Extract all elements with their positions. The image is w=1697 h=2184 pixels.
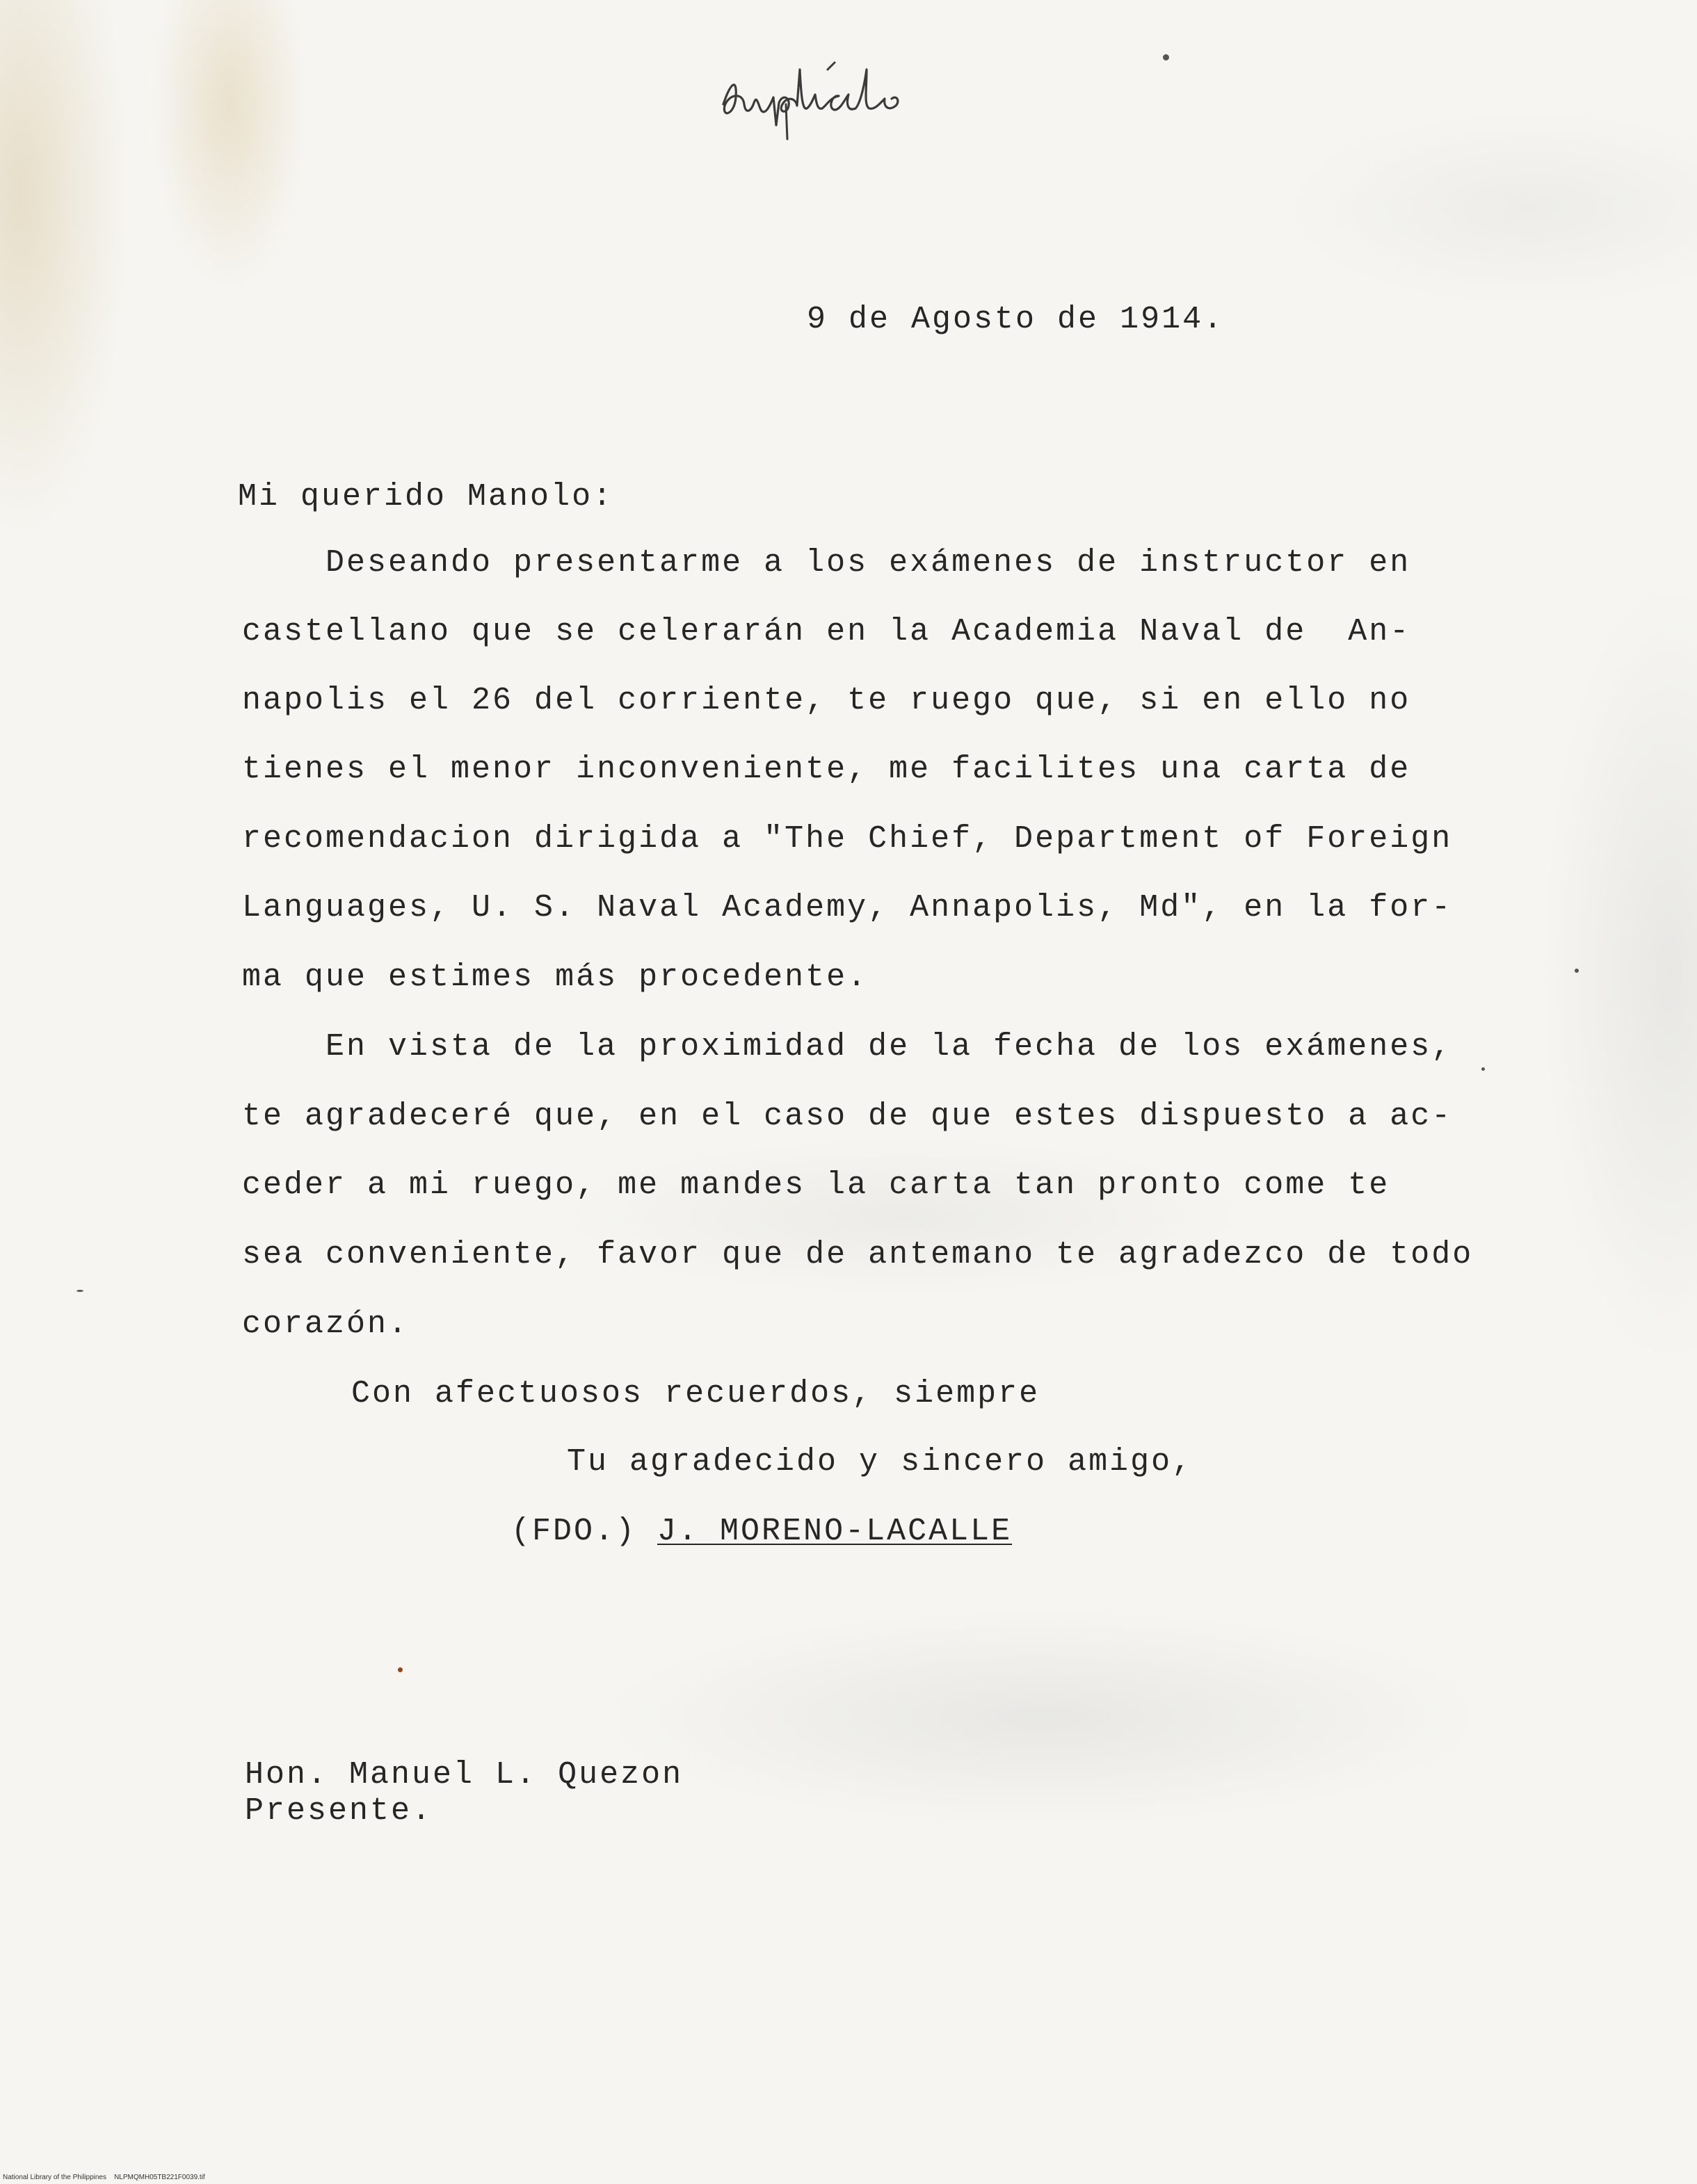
body-line-9: te agradeceré que, en el caso de que estes dispuesto a ac- (242, 1099, 1453, 1134)
signature-name: J. MORENO-LACALLE (657, 1514, 1013, 1549)
body-line-6: Languages, U. S. Naval Academy, Annapolis, Md", en la for- (242, 890, 1453, 925)
body-line-10: ceder a mi ruego, me mandes la carta tan pronto come te (242, 1167, 1390, 1203)
complimentary-close: Tu agradecido y sincero amigo, (567, 1444, 1193, 1480)
body-line-8: En vista de la proximidad de la fecha de los exámenes, (242, 1029, 1453, 1065)
signature-prefix: (FDO.) (511, 1514, 658, 1549)
addressee-name: Hon. Manuel L. Quezon (245, 1757, 684, 1793)
body-line-3: napolis el 26 del corriente, te ruego que, si en ello no (242, 683, 1411, 718)
handwritten-duplicate-note (709, 28, 939, 146)
body-line-1: Deseando presentarme a los exámenes de instructor en (242, 545, 1411, 581)
salutation: Mi querido Manolo: (238, 479, 614, 515)
closing-line: Con afectuosos recuerdos, siempre (351, 1376, 1040, 1411)
ink-speck (1163, 54, 1169, 60)
ink-speck (1575, 969, 1579, 973)
body-line-11: sea conveniente, favor que de antemano te agradezco de todo (242, 1237, 1474, 1272)
addressee-location: Presente. (245, 1793, 433, 1829)
ink-speck (77, 1290, 83, 1292)
body-line-5: recomendacion dirigida a "The Chief, Department of Foreign (242, 821, 1453, 857)
body-line-4: tienes el menor inconveniente, me facilites una carta de (242, 752, 1411, 787)
body-line-2: castellano que se celerarán en la Academia Naval de An- (242, 614, 1411, 649)
signature-block (511, 1514, 1012, 1549)
letter-date: 9 de Agosto de 1914. (807, 302, 1225, 337)
archive-footer-note: National Library of the Philippines NLPMQMH05TB221F0039.tif (3, 2174, 205, 2181)
ink-speck (1481, 1067, 1485, 1071)
ink-speck (398, 1667, 403, 1672)
body-line-7: ma que estimes más procedente. (242, 960, 869, 995)
body-line-12: corazón. (242, 1307, 410, 1342)
